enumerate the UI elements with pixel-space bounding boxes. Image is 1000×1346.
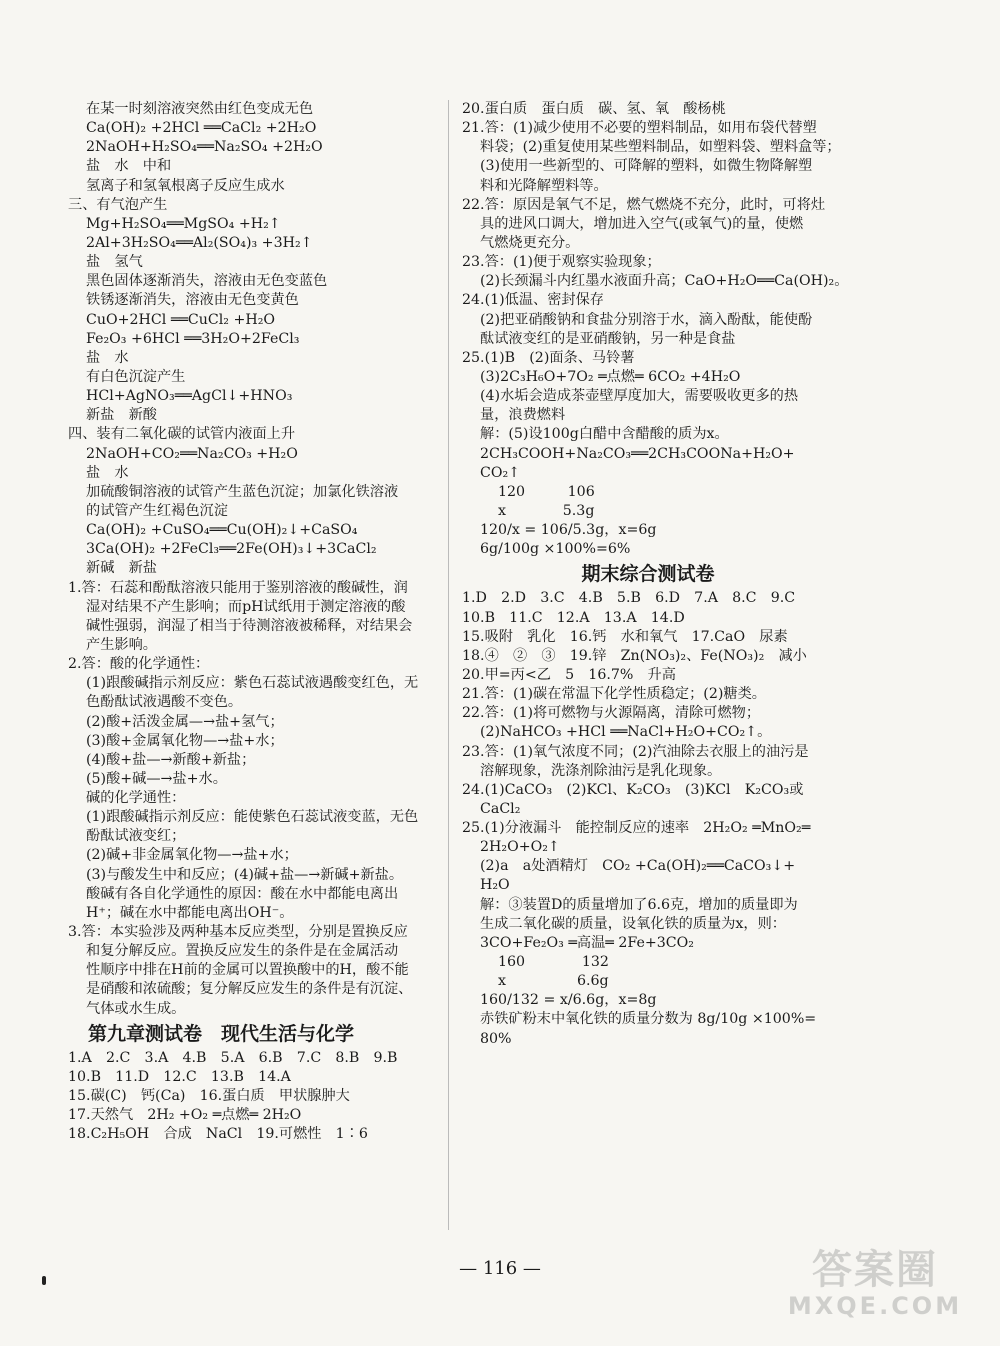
text-line: CaCl₂ bbox=[480, 800, 521, 817]
text-line: 湿对结果不产生影响；而pH试纸用于测定溶液的酸 bbox=[86, 598, 406, 615]
text-line: (4)酸+盐—→新酸+新盐； bbox=[86, 751, 256, 768]
text-line: 铁锈逐渐消失，溶液由无色变黄色 bbox=[86, 292, 299, 309]
left-column bbox=[68, 100, 440, 1144]
text-line: 3Ca(OH)₂ +2FeCl₃══2Fe(OH)₃↓+3CaCl₂ bbox=[86, 541, 377, 558]
text-line: 3CO+Fe₂O₃ ═高温═ 2Fe+3CO₂ bbox=[480, 934, 694, 951]
text-line: CO₂↑ bbox=[480, 464, 521, 481]
text-line: 和复分解反应。置换反应发生的条件是在金属活动 bbox=[86, 943, 399, 960]
column-divider bbox=[448, 100, 449, 1230]
text-line: 2H₂O+O₂↑ bbox=[480, 839, 560, 856]
watermark-title: 答案圈 bbox=[812, 1247, 938, 1293]
text-line: 22.答：(1)将可燃物与火源隔离，清除可燃物； bbox=[462, 705, 761, 722]
text-line: 10.B 11.D 12.C 13.B 14.A bbox=[68, 1068, 291, 1085]
text-line: (2)碱+非金属氧化物—→盐+水； bbox=[86, 847, 298, 864]
text-line: 盐 氢气 bbox=[86, 254, 143, 271]
text-line: 氢离子和氢氧根离子反应生成水 bbox=[86, 177, 285, 194]
text-line: 是硝酸和浓硫酸；复分解反应发生的条件是有沉淀、 bbox=[86, 981, 413, 998]
text-line: 15.吸附 乳化 16.钙 水和氧气 17.CaO 尿素 bbox=[462, 628, 788, 645]
text-line: 碱性强弱，润湿了相当于待测溶液被稀释，对结果会 bbox=[86, 617, 413, 634]
text-line: 24.(1)CaCO₃ (2)KCl、K₂CO₃ (3)KCl K₂CO₃或 bbox=[462, 781, 804, 798]
text-line: 120/x = 106/5.3g，x=6g bbox=[480, 522, 657, 539]
watermark-url: MXQE.COM bbox=[787, 1292, 963, 1320]
text-line: 22.答：原因是氧气不足，燃气燃烧不充分，此时，可将灶 bbox=[462, 196, 826, 213]
text-line: (3)使用一些新型的、可降解的塑料，如微生物降解塑 bbox=[480, 158, 813, 175]
text-line: 2NaOH+H₂SO₄══Na₂SO₄ +2H₂O bbox=[86, 139, 323, 156]
text-line: 盐 水 中和 bbox=[86, 158, 172, 175]
text-line: 料和光降解塑料等。 bbox=[480, 177, 608, 194]
text-line: 21.答：(1)减少使用不必要的塑料制品，如用布袋代替塑 bbox=[462, 120, 817, 137]
text-line: 20.甲=丙<乙 5 16.7% 升高 bbox=[462, 666, 676, 683]
text-line: (1)跟酸碱指示剂反应：紫色石蕊试液遇酸变红色，无 bbox=[86, 675, 419, 692]
text-line: (3)2C₃H₆O+7O₂ ═点燃═ 6CO₂ +4H₂O bbox=[480, 368, 741, 385]
text-line: 碱的化学通性： bbox=[86, 790, 186, 807]
text-line: Ca(OH)₂ +CuSO₄══Cu(OH)₂↓+CaSO₄ bbox=[86, 522, 358, 539]
text-line: 色酚酞试液遇酸不变色。 bbox=[86, 694, 243, 711]
text-line: 赤铁矿粉末中氧化铁的质量分数为 8g/10g ×100%= bbox=[480, 1011, 817, 1028]
text-line: (1)跟酸碱指示剂反应：能使紫色石蕊试液变蓝，无色 bbox=[86, 809, 419, 826]
text-line: 产生影响。 bbox=[86, 636, 157, 653]
text-line: 17.天然气 2H₂ +O₂ ═点燃═ 2H₂O bbox=[68, 1107, 302, 1124]
text-line: 3.答：本实验涉及两种基本反应类型，分别是置换反应 bbox=[68, 924, 408, 941]
text-line: 2Al+3H₂SO₄══Al₂(SO₄)₃ +3H₂↑ bbox=[86, 234, 313, 251]
text-line: 的试管产生红褐色沉淀 bbox=[86, 502, 228, 519]
text-line: 新碱 新盐 bbox=[86, 560, 157, 577]
text-line: 1.A 2.C 3.A 4.B 5.A 6.B 7.C 8.B 9.B bbox=[68, 1049, 398, 1066]
text-line: 四、装有二氧化碳的试管内液面上升 bbox=[68, 426, 296, 443]
print-speck bbox=[42, 1276, 46, 1285]
text-line: 10.B 11.C 12.A 13.A 14.D bbox=[462, 609, 685, 626]
text-line: (5)酸+碱—→盐+水。 bbox=[86, 770, 227, 787]
section-heading: 第九章测试卷 现代生活与化学 bbox=[88, 1022, 355, 1045]
text-line: 18.C₂H₅OH 合成 NaCl 19.可燃性 1∶6 bbox=[68, 1126, 368, 1143]
text-line: 生成二氧化碳的质量，设氧化铁的质量为x，则： bbox=[480, 915, 786, 932]
text-line: Mg+H₂SO₄══MgSO₄ +H₂↑ bbox=[86, 215, 281, 232]
text-line: 盐 水 bbox=[86, 464, 129, 481]
text-line: (2)酸+活泼金属—→盐+氢气； bbox=[86, 713, 284, 730]
text-line: x 5.3g bbox=[498, 502, 595, 519]
text-line: (2)NaHCO₃ +HCl ══NaCl+H₂O+CO₂↑。 bbox=[480, 724, 772, 741]
section-heading: 期末综合测试卷 bbox=[581, 563, 715, 586]
text-line: 2.答：酸的化学通性： bbox=[68, 656, 210, 673]
text-line: (2)a a处酒精灯 CO₂ +Ca(OH)₂══CaCO₃↓+ bbox=[480, 858, 796, 875]
text-line: (2)长颈漏斗内红墨水液面升高；CaO+H₂O══Ca(OH)₂。 bbox=[480, 273, 849, 290]
text-line: 解：(5)设100g白醋中含醋酸的质为x。 bbox=[480, 426, 729, 443]
text-line: (4)水垢会造成茶壶壁厚度加大，需要吸收更多的热 bbox=[480, 388, 799, 405]
text-line: 新盐 新酸 bbox=[86, 407, 157, 424]
text-line: 24.(1)低温、密封保存 bbox=[462, 292, 604, 309]
text-line: 量，浪费燃料 bbox=[480, 407, 566, 424]
text-line: 160/132 = x/6.6g，x=8g bbox=[480, 992, 657, 1009]
text-line: 溶解现象，洗涤剂除油污是乳化现象。 bbox=[480, 762, 722, 779]
text-line: H⁺；碱在水中都能电离出OH⁻。 bbox=[86, 904, 294, 921]
text-line: HCl+AgNO₃══AgCl↓+HNO₃ bbox=[86, 388, 293, 405]
text-line: 料袋；(2)重复使用某些塑料制品，如塑料袋、塑料盒等； bbox=[480, 139, 841, 156]
text-line: 15.碳(C) 钙(Ca) 16.蛋白质 甲状腺肿大 bbox=[68, 1088, 350, 1105]
text-line: 21.答：(1)碳在常温下化学性质稳定；(2)糖类。 bbox=[462, 686, 766, 703]
text-line: x 6.6g bbox=[498, 973, 609, 990]
text-line: 25.(1)B (2)面条、马铃薯 bbox=[462, 349, 635, 366]
text-line: 25.(1)分液漏斗 能控制反应的速率 2H₂O₂ ═MnO₂═ bbox=[462, 820, 811, 837]
right-column bbox=[462, 100, 849, 1049]
text-line: CuO+2HCl ══CuCl₂ +H₂O bbox=[86, 311, 276, 328]
text-line: 气体或水生成。 bbox=[86, 1000, 186, 1017]
text-line: 三、有气泡产生 bbox=[68, 196, 168, 213]
text-line: 有白色沉淀产生 bbox=[86, 368, 186, 385]
text-line: H₂O bbox=[480, 877, 510, 894]
text-line: Fe₂O₃ +6HCl ══3H₂O+2FeCl₃ bbox=[86, 330, 300, 347]
text-line: 盐 水 bbox=[86, 349, 129, 366]
text-line: 20.蛋白质 蛋白质 碳、氢、氧 酸杨桃 bbox=[462, 101, 726, 117]
text-line: 黑色固体逐渐消失，溶液由无色变蓝色 bbox=[86, 273, 328, 290]
text-line: 解：③装置D的质量增加了6.6克，增加的质量即为 bbox=[480, 896, 798, 913]
text-line: 18.④ ② ③ 19.锌 Zn(NO₃)₂、Fe(NO₃)₂ 减小 bbox=[462, 647, 807, 664]
text-line: Ca(OH)₂ +2HCl ══CaCl₂ +2H₂O bbox=[86, 120, 317, 137]
text-line: 80% bbox=[480, 1030, 512, 1047]
text-line: 23.答：(1)氧气浓度不同；(2)汽油除去衣服上的油污是 bbox=[462, 743, 809, 760]
page-number: — 116 — bbox=[459, 1258, 541, 1279]
text-line: (3)酸+金属氧化物—→盐+水； bbox=[86, 732, 284, 749]
text-line: 1.答：石蕊和酚酞溶液只能用于鉴别溶液的酸碱性，润 bbox=[68, 579, 408, 596]
text-line: 酚酞试液变红； bbox=[86, 828, 186, 845]
text-line: 加硫酸铜溶液的试管产生蓝色沉淀；加氯化铁溶液 bbox=[86, 483, 399, 500]
text-line: 具的进风口调大，增加进入空气(或氧气)的量，使燃 bbox=[480, 215, 804, 232]
text-line: 气燃烧更充分。 bbox=[480, 234, 580, 251]
text-line: 在某一时刻溶液突然由红色变成无色 bbox=[86, 101, 314, 117]
text-line: 性顺序中排在H前的金属可以置换酸中的H，酸不能 bbox=[86, 962, 409, 979]
text-line: (3)与酸发生中和反应；(4)碱+盐—→新碱+新盐。 bbox=[86, 866, 404, 883]
text-line: 2NaOH+CO₂══Na₂CO₃ +H₂O bbox=[86, 445, 298, 462]
text-line: 6g/100g ×100%=6% bbox=[480, 541, 631, 558]
text-line: (2)把亚硝酸钠和食盐分别溶于水，滴入酚酞，能使酚 bbox=[480, 311, 813, 328]
text-line: 酞试液变红的是亚硝酸钠，另一种是食盐 bbox=[480, 330, 736, 347]
text-line: 酸碱有各自化学通性的原因：酸在水中都能电离出 bbox=[86, 885, 399, 902]
text-line: 1.D 2.D 3.C 4.B 5.B 6.D 7.A 8.C 9.C bbox=[462, 590, 796, 607]
text-line: 120 106 bbox=[498, 483, 595, 500]
text-line: 23.答：(1)便于观察实验现象； bbox=[462, 254, 661, 271]
watermark-logo bbox=[780, 1248, 970, 1328]
text-line: 2CH₃COOH+Na₂CO₃══2CH₃COONa+H₂O+ bbox=[480, 445, 795, 462]
text-line: 160 132 bbox=[498, 954, 609, 971]
